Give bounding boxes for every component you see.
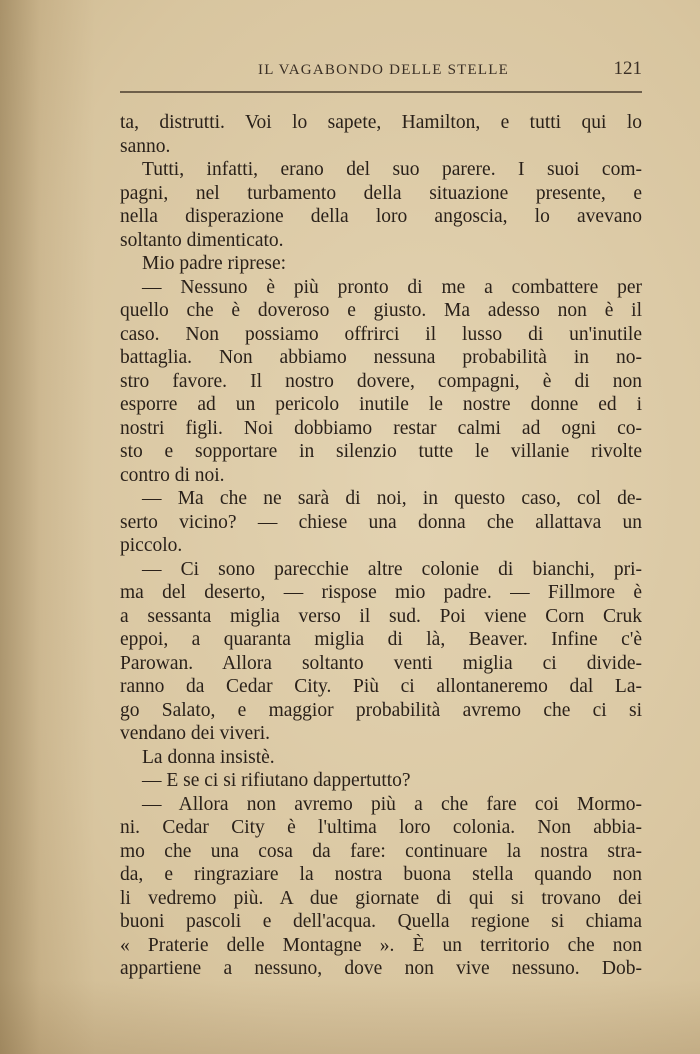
text-line: esporre ad un pericolo inutile le nostre donne ed i	[120, 394, 642, 415]
text-line: eppoi, a quaranta miglia di là, Beaver. Infine c'è	[120, 629, 642, 650]
text-line: sanno.	[120, 135, 171, 157]
text-line: — Ci sono parecchie altre colonie di bianchi, pri-	[142, 558, 642, 580]
text-line: piccolo.	[120, 535, 183, 556]
text-line: soltanto dimenticato.	[120, 229, 284, 251]
text-line: nostri figli. Noi dobbiamo restar calmi ad ogni co-	[120, 417, 642, 439]
text-line: stro favore. Il nostro dovere, compagni, è di non	[120, 370, 642, 392]
text-line: mo che una cosa da fare: continuare la nostra stra-	[120, 840, 642, 862]
text-line: contro di noi.	[120, 464, 225, 486]
text-line: nella disperazione della loro angoscia, lo avevano	[120, 206, 642, 227]
text-line: battaglia. Non abbiamo nessuna probabilità in no-	[120, 347, 642, 368]
text-line: li vedremo più. A due giornate di qui si trovano dei	[120, 887, 642, 909]
text-line: Mio padre riprese:	[142, 253, 287, 274]
text-line: — E se ci si rifiutano dappertutto?	[142, 770, 411, 791]
page-number: 121	[613, 58, 642, 79]
text-line: — Nessuno è più pronto di me a combattere per	[142, 276, 642, 298]
text-line: buoni pascoli e dell'acqua. Quella regione si chiama	[120, 911, 642, 932]
header-rule	[120, 91, 642, 93]
text-line: da, e ringraziare la nostra buona stella quando non	[120, 864, 642, 885]
text-line: ni. Cedar City è l'ultima loro colonia. Non abbia-	[120, 817, 642, 838]
text-line: ranno da Cedar City. Più ci allontaneremo dal La-	[120, 676, 642, 697]
text-line: « Praterie delle Montagne ». È un territorio che non	[120, 934, 642, 956]
page-header	[120, 58, 642, 86]
text-line: caso. Non possiamo offrirci il lusso di un'inutile	[120, 323, 642, 345]
text-line: a sessanta miglia verso il sud. Poi viene Corn Cruk	[120, 605, 642, 627]
text-line: serto vicino? — chiese una donna che allattava un	[120, 511, 642, 533]
text-line: ma del deserto, — rispose mio padre. — Fillmore è	[120, 582, 642, 603]
text-line: — Ma che ne sarà di noi, in questo caso, col de-	[142, 488, 642, 509]
text-line: pagni, nel turbamento della situazione presente, e	[120, 182, 642, 204]
text-line: go Salato, e maggior probabilità avremo che ci si	[120, 699, 642, 721]
text-line: Parowan. Allora soltanto venti miglia ci divide-	[120, 652, 642, 674]
running-title: IL VAGABONDO DELLE STELLE	[258, 62, 509, 78]
text-line: ta, distrutti. Voi lo sapete, Hamilton, e tutti qui lo	[120, 112, 642, 133]
text-line: Tutti, infatti, erano del suo parere. I suoi com-	[142, 159, 642, 180]
text-line: — Allora non avremo più a che fare coi Mormo-	[142, 793, 642, 815]
body-text	[120, 111, 642, 981]
text-line: appartiene a nessuno, dove non vive nessuno. Dob-	[120, 958, 642, 979]
text-line: vendano dei viveri.	[120, 723, 270, 744]
text-line: La donna insistè.	[142, 746, 275, 768]
text-line: quello che è doveroso e giusto. Ma adesso non è il	[120, 300, 642, 321]
text-line: sto e sopportare in silenzio tutte le villanie rivolte	[120, 441, 642, 462]
